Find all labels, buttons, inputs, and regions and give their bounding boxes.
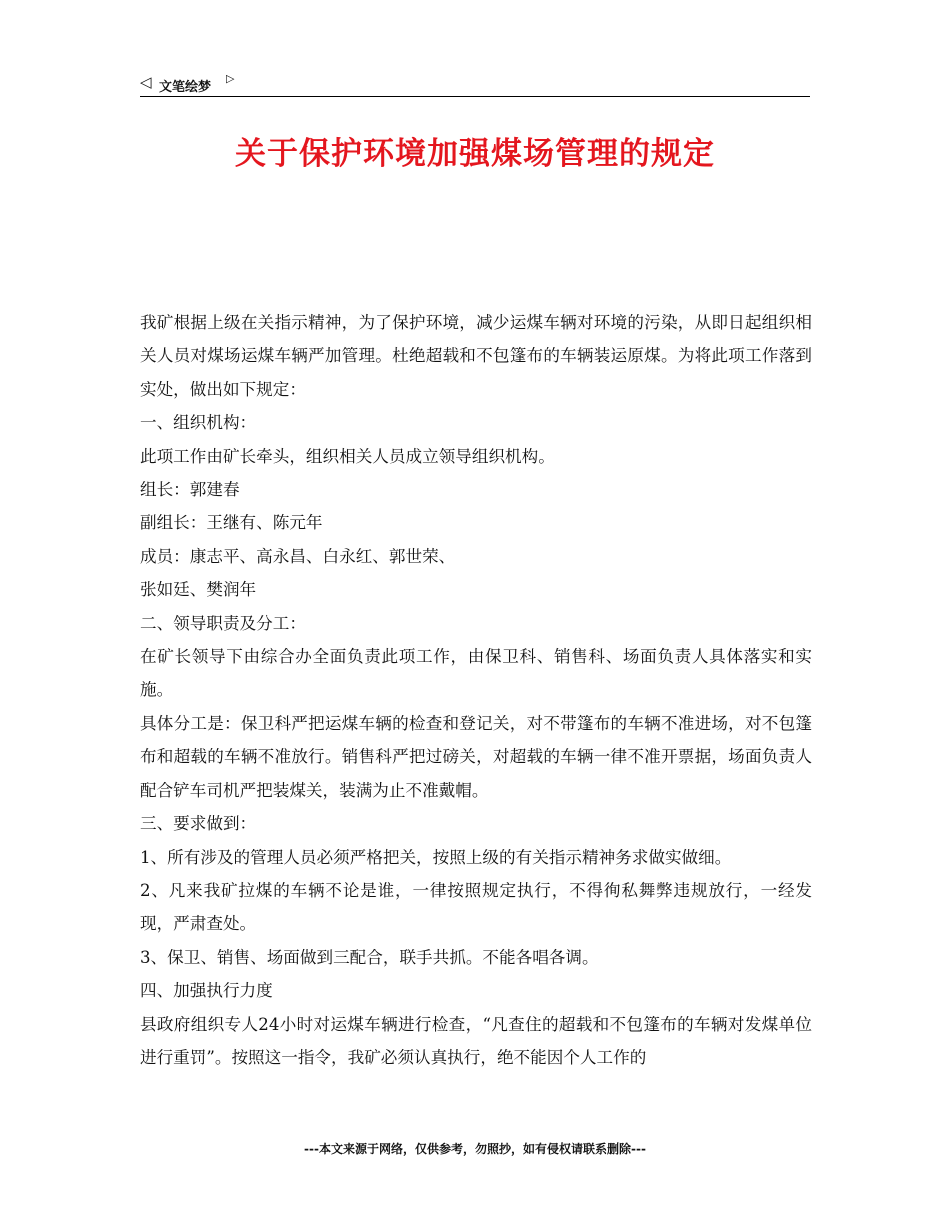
list-item: 3、保卫、销售、场面做到三配合，联手共抓。不能各唱各调。	[140, 947, 599, 967]
left-triangle-icon: ◁	[140, 73, 152, 91]
page-header	[140, 72, 810, 97]
header-brand: 文笔绘梦	[159, 80, 212, 95]
paragraph: 在矿长领导下由综合办全面负责此项工作，由保卫科、销售科、场面负责人具体落实和实施。	[140, 647, 812, 700]
paragraph-members: 成员：康志平、高永昌、白永红、郭世荣、	[140, 546, 456, 566]
paragraph: 县政府组织专人24小时对运煤车辆进行检查，“凡查住的超载和不包篷布的车辆对发煤单位进行重罚”。按照这一指令，我矿必须认真执行，绝不能因个人工作的	[140, 1014, 812, 1067]
paragraph-intro: 我矿根据上级在关指示精神，为了保护环境，减少运煤车辆对环境的污染，从即日起组织相关人员对煤场运煤车辆严加管理。杜绝超载和不包篷布的车辆装运原煤。为将此项工作落到实处，做出如下规定：	[140, 313, 812, 399]
paragraph: 具体分工是：保卫科严把运煤车辆的检查和登记关，对不带篷布的车辆不准进场，对不包篷布和超载的车辆不准放行。销售科严把过磅关，对超载的车辆一律不准开票据，场面负责人配合铲车司机严把装煤关，装满为止不准戴帽。	[140, 713, 812, 800]
list-item: 2、凡来我矿拉煤的车辆不论是谁，一律按照规定执行，不得徇私舞弊违规放行，一经发现，严肃查处。	[140, 880, 812, 934]
list-item: 1、所有涉及的管理人员必须严格把关，按照上级的有关指示精神务求做实做细。	[140, 847, 732, 867]
paragraph-deputy-leaders: 副组长：王继有、陈元年	[140, 513, 323, 533]
document-body	[140, 306, 812, 1074]
document-title: 关于保护环境加强煤场管理的规定	[235, 136, 715, 172]
section-heading-requirements: 三、要求做到：	[140, 814, 257, 834]
paragraph: 此项工作由矿长牵头，组织相关人员成立领导组织机构。	[140, 446, 555, 466]
paragraph-leader: 组长：郭建春	[140, 480, 240, 500]
section-heading-enforcement: 四、加强执行力度	[140, 981, 273, 1001]
right-triangle-icon: ▷	[226, 72, 235, 85]
section-heading-organization: 一、组织机构：	[140, 413, 257, 433]
paragraph-members-cont: 张如廷、樊润年	[140, 580, 257, 600]
section-heading-duties: 二、领导职责及分工：	[140, 613, 306, 633]
page-footer: ---本文来源于网络，仅供参考，勿照抄，如有侵权请联系删除---	[304, 1142, 646, 1156]
